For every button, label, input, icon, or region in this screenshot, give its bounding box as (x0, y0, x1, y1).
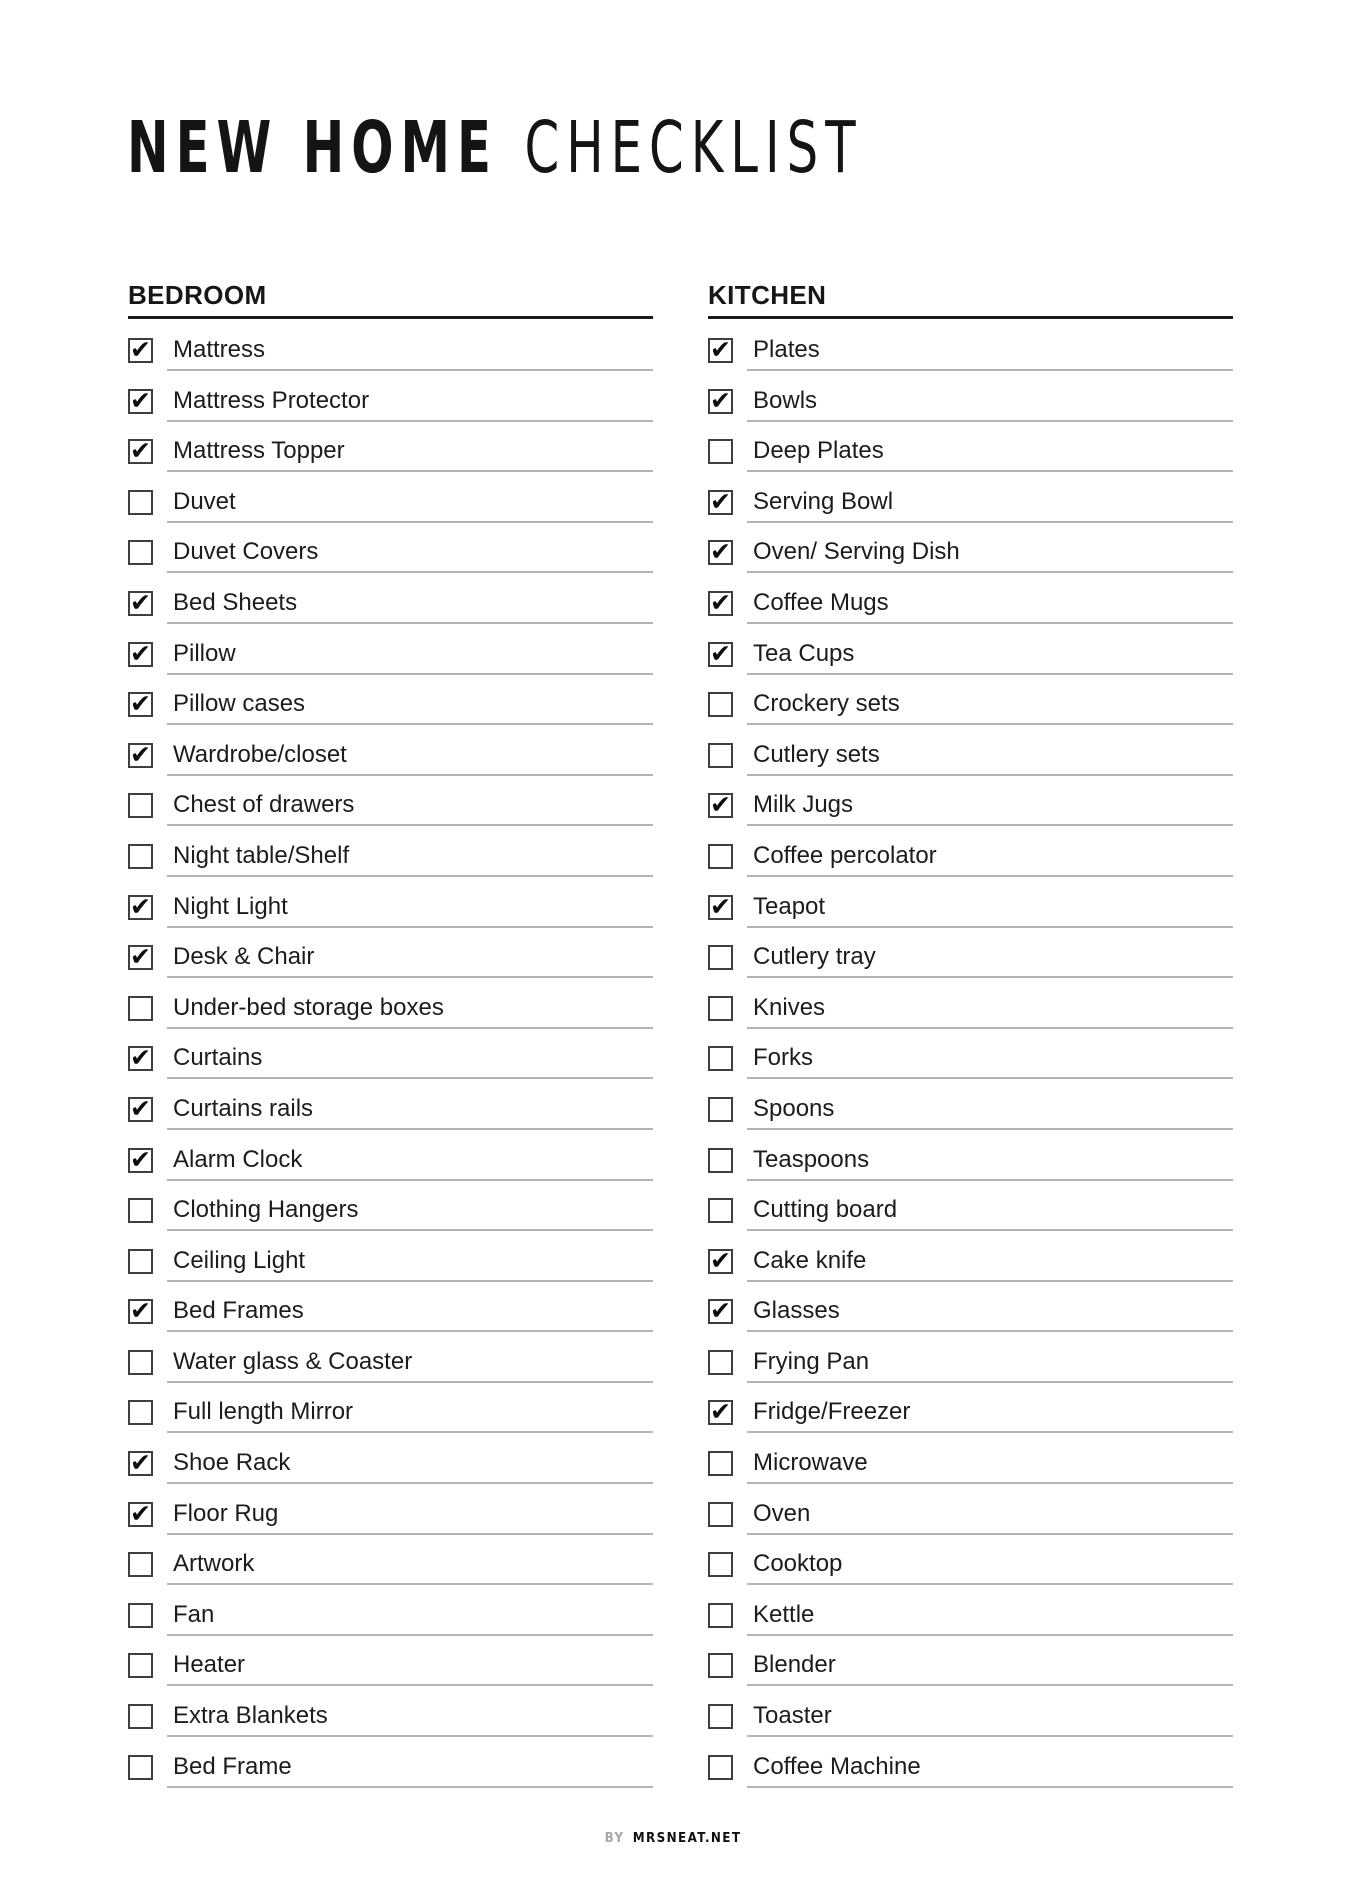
checkbox[interactable] (708, 1046, 733, 1071)
section-kitchen (708, 280, 1233, 1805)
row-underline (167, 926, 653, 928)
checkbox[interactable] (708, 692, 733, 717)
row-underline (167, 369, 653, 371)
checklist-row (128, 993, 653, 1047)
checklist-row (128, 891, 653, 946)
checkbox[interactable] (708, 1552, 733, 1577)
checklist-row (708, 1145, 1233, 1199)
checkmark-icon: ✔ (710, 385, 731, 415)
row-underline (747, 369, 1233, 371)
row-underline (747, 1381, 1233, 1383)
checklist-row (128, 1653, 653, 1704)
checkbox[interactable] (128, 1043, 153, 1073)
item-label: Bed Sheets (173, 588, 298, 616)
title-bold: NEW HOME (127, 106, 498, 189)
row-underline (167, 673, 653, 675)
checklist-row (128, 1347, 653, 1401)
checkbox[interactable] (128, 335, 153, 364)
checkbox[interactable] (128, 1704, 153, 1729)
checklist-row (708, 1600, 1233, 1654)
item-label: Full length Mirror (173, 1398, 354, 1426)
checkbox[interactable] (128, 996, 153, 1021)
item-label: Heater (173, 1651, 246, 1679)
checklist-row (708, 486, 1233, 541)
item-label: Cutlery sets (753, 740, 880, 768)
row-underline (747, 1634, 1233, 1636)
checkmark-icon: ✔ (710, 587, 731, 617)
row-underline (167, 1786, 653, 1788)
checklist-row (128, 487, 653, 541)
checklist-row (128, 436, 653, 490)
checkbox[interactable] (128, 638, 153, 668)
checkbox[interactable] (128, 1144, 153, 1174)
checkbox[interactable] (708, 1198, 733, 1223)
title-light: CHECKLIST (524, 106, 863, 189)
checkbox[interactable] (708, 1097, 733, 1122)
checkmark-icon: ✔ (710, 537, 731, 567)
checkbox[interactable] (708, 1148, 733, 1173)
item-label: Shoe Rack (173, 1449, 291, 1477)
item-label: Teaspoons (753, 1145, 870, 1173)
item-label: Fan (173, 1600, 215, 1628)
row-underline (167, 1330, 653, 1332)
checklist-row (708, 335, 1233, 389)
checklist-row (128, 1400, 653, 1451)
checklist-row (708, 945, 1233, 996)
checkbox[interactable] (128, 1498, 153, 1528)
row-underline (167, 875, 653, 877)
checkbox[interactable] (708, 844, 733, 869)
item-label: Plates (753, 336, 820, 363)
checkbox[interactable] (708, 743, 733, 768)
checkbox[interactable] (708, 945, 733, 970)
item-label: Coffee percolator (753, 841, 937, 869)
checkbox[interactable] (708, 1704, 733, 1729)
row-underline (167, 774, 653, 776)
item-label: Curtains rails (173, 1094, 314, 1122)
item-label: Toaster (753, 1702, 832, 1730)
checklist-row (128, 1704, 653, 1755)
item-label: Clothing Hangers (173, 1196, 359, 1224)
item-label: Kettle (753, 1600, 815, 1628)
checkbox[interactable] (128, 1603, 153, 1628)
checklist-row (708, 841, 1233, 895)
row-underline (747, 622, 1233, 624)
checkmark-icon: ✔ (130, 1448, 151, 1478)
checkmark-icon: ✔ (130, 436, 151, 466)
checklist-row (708, 740, 1233, 794)
checklist-row (708, 1347, 1233, 1401)
item-label: Oven (753, 1499, 811, 1527)
checklist-row (128, 587, 653, 642)
row-underline (167, 571, 653, 573)
row-underline (167, 521, 653, 523)
checkmark-icon: ✔ (710, 335, 731, 364)
row-underline (167, 1684, 653, 1686)
row-underline (167, 824, 653, 826)
row-underline (747, 976, 1233, 978)
checkmark-icon: ✔ (710, 1245, 731, 1275)
item-label: Cake knife (753, 1246, 867, 1274)
checklist-row (708, 1094, 1233, 1148)
row-underline (167, 1634, 653, 1636)
checklist-row (708, 587, 1233, 642)
row-underline (747, 1583, 1233, 1585)
checkmark-icon: ✔ (130, 587, 151, 617)
checklist-row (128, 1600, 653, 1654)
checklist-row (128, 1752, 653, 1806)
checklist-row (128, 689, 653, 743)
row-underline (747, 824, 1233, 826)
checkbox[interactable] (128, 436, 153, 466)
item-label: Chest of drawers (173, 791, 355, 819)
page-title (127, 106, 863, 189)
checkbox[interactable] (708, 1653, 733, 1678)
row-underline (747, 420, 1233, 422)
checkbox[interactable] (128, 1400, 153, 1425)
item-label: Microwave (753, 1449, 868, 1477)
checkmark-icon: ✔ (130, 942, 151, 972)
checkbox[interactable] (128, 844, 153, 869)
item-label: Artwork (173, 1550, 255, 1578)
item-label: Cutlery tray (753, 943, 876, 971)
checklist-row (128, 793, 653, 844)
checkbox[interactable] (128, 1755, 153, 1780)
item-label: Fridge/Freezer (753, 1398, 911, 1426)
item-label: Coffee Machine (753, 1752, 921, 1780)
row-underline (167, 1533, 653, 1535)
checkmark-icon: ✔ (710, 891, 731, 921)
checkbox[interactable] (128, 587, 153, 617)
row-underline (747, 470, 1233, 472)
checklist-row (128, 1246, 653, 1300)
checklist-row (708, 1499, 1233, 1553)
checkmark-icon: ✔ (710, 1397, 731, 1427)
item-label: Mattress Protector (173, 386, 370, 414)
item-label: Floor Rug (173, 1499, 279, 1527)
item-label: Under-bed storage boxes (173, 993, 444, 1021)
item-label: Teapot (753, 892, 826, 920)
checklist-row (708, 385, 1233, 440)
row-underline (167, 1431, 653, 1433)
footer-by-label: BY (604, 1831, 625, 1846)
checklist-row (708, 439, 1233, 490)
row-underline (167, 1128, 653, 1130)
checklist-row (128, 1093, 653, 1148)
item-label: Duvet (173, 487, 236, 515)
checkbox[interactable] (708, 1397, 733, 1427)
row-underline (747, 1027, 1233, 1029)
section-header-bedroom: BEDROOM (128, 280, 267, 310)
row-underline (747, 875, 1233, 877)
item-label: Mattress Topper (173, 437, 345, 465)
item-label: Bed Frames (173, 1297, 304, 1325)
checkmark-icon: ✔ (130, 638, 151, 668)
row-underline (167, 1027, 653, 1029)
checklist-row (708, 1198, 1233, 1249)
row-underline (747, 1128, 1233, 1130)
checklist-row (708, 1245, 1233, 1300)
item-label: Water glass & Coaster (173, 1347, 413, 1375)
checklist-row (708, 1296, 1233, 1350)
row-underline (747, 1280, 1233, 1282)
checklist-row (128, 1498, 653, 1553)
row-underline (747, 521, 1233, 523)
checkbox[interactable] (708, 335, 733, 364)
item-label: Knives (753, 993, 826, 1021)
checkmark-icon: ✔ (710, 790, 731, 820)
row-underline (747, 774, 1233, 776)
checkbox[interactable] (128, 1552, 153, 1577)
row-underline (747, 1229, 1233, 1231)
row-underline (167, 1583, 653, 1585)
row-underline (167, 723, 653, 725)
checkbox[interactable] (128, 1350, 153, 1375)
checkbox[interactable] (708, 1755, 733, 1780)
checkbox[interactable] (128, 942, 153, 972)
checkmark-icon: ✔ (130, 739, 151, 769)
row-underline (167, 622, 653, 624)
checkbox[interactable] (708, 537, 733, 567)
item-label: Pillow (173, 639, 236, 667)
checkbox[interactable] (708, 996, 733, 1021)
item-label: Tea Cups (753, 639, 855, 667)
item-label: Frying Pan (753, 1347, 870, 1375)
row-underline (167, 1482, 653, 1484)
row-underline (747, 673, 1233, 675)
checkmark-icon: ✔ (710, 638, 731, 668)
checklist-row (128, 385, 653, 440)
checklist-row (128, 335, 653, 389)
checklist-row (128, 1552, 653, 1603)
checkmark-icon: ✔ (130, 1043, 151, 1073)
footer-brand: MRSNEAT.NET (632, 1831, 742, 1846)
checkmark-icon: ✔ (130, 1296, 151, 1326)
checkmark-icon: ✔ (130, 385, 151, 415)
row-underline (747, 1735, 1233, 1737)
checkbox[interactable] (128, 1448, 153, 1478)
checkbox[interactable] (708, 891, 733, 921)
checkbox[interactable] (128, 490, 153, 515)
checkbox[interactable] (128, 1653, 153, 1678)
row-underline (747, 1786, 1233, 1788)
checkbox[interactable] (708, 1451, 733, 1476)
item-label: Milk Jugs (753, 791, 854, 819)
checklist-row (128, 942, 653, 996)
row-underline (747, 723, 1233, 725)
checkbox[interactable] (708, 385, 733, 415)
checklist-row (708, 1704, 1233, 1755)
checkbox[interactable] (128, 793, 153, 818)
item-label: Crockery sets (753, 690, 900, 718)
checkbox[interactable] (708, 790, 733, 820)
checkmark-icon: ✔ (130, 1144, 151, 1174)
checklist-row (708, 1653, 1233, 1704)
checklist-row (708, 1451, 1233, 1502)
checkbox[interactable] (128, 1093, 153, 1123)
checkmark-icon: ✔ (130, 891, 151, 921)
row-underline (167, 470, 653, 472)
row-underline (167, 1280, 653, 1282)
checkmark-icon: ✔ (130, 1093, 151, 1123)
checkbox[interactable] (708, 1296, 733, 1326)
item-label: Alarm Clock (173, 1145, 303, 1173)
checkmark-icon: ✔ (710, 486, 731, 516)
item-label: Mattress (173, 336, 266, 363)
row-underline (167, 1229, 653, 1231)
item-label: Glasses (753, 1297, 840, 1325)
row-underline (167, 420, 653, 422)
checkbox[interactable] (708, 638, 733, 668)
row-underline (747, 1431, 1233, 1433)
checkmark-icon: ✔ (130, 1498, 151, 1528)
item-label: Curtains (173, 1044, 263, 1072)
checklist-row (128, 638, 653, 693)
checklist-row (708, 692, 1233, 743)
row-underline (747, 1684, 1233, 1686)
row-underline (747, 571, 1233, 573)
checklist-row (128, 1144, 653, 1199)
checkbox[interactable] (708, 439, 733, 464)
checklist-kitchen (708, 319, 1233, 1805)
checkbox[interactable] (128, 1249, 153, 1274)
row-underline (747, 926, 1233, 928)
item-label: Wardrobe/closet (173, 740, 347, 768)
item-label: Pillow cases (173, 690, 306, 718)
row-underline (167, 1077, 653, 1079)
checklist-row (128, 1296, 653, 1350)
checkbox[interactable] (128, 891, 153, 921)
checkbox[interactable] (708, 587, 733, 617)
checklist-bedroom (128, 319, 653, 1805)
row-underline (167, 1381, 653, 1383)
row-underline (167, 976, 653, 978)
section-header-kitchen: KITCHEN (708, 280, 827, 310)
checkbox[interactable] (708, 1245, 733, 1275)
checkbox[interactable] (708, 1603, 733, 1628)
checklist-row (708, 638, 1233, 693)
row-underline (747, 1330, 1233, 1332)
checkmark-icon: ✔ (710, 1296, 731, 1326)
item-label: Bed Frame (173, 1752, 292, 1780)
checklist-row (708, 1397, 1233, 1451)
row-underline (747, 1179, 1233, 1181)
item-label: Desk & Chair (173, 943, 315, 971)
checklist-row (128, 739, 653, 794)
item-label: Coffee Mugs (753, 588, 889, 616)
checkmark-icon: ✔ (130, 689, 151, 719)
checklist-row (128, 540, 653, 591)
item-label: Oven/ Serving Dish (753, 538, 960, 566)
item-label: Forks (753, 1044, 813, 1072)
item-label: Spoons (753, 1094, 835, 1122)
row-underline (167, 1735, 653, 1737)
checklist-row (708, 1552, 1233, 1603)
checkbox[interactable] (128, 385, 153, 415)
row-underline (747, 1533, 1233, 1535)
footer (54, 1831, 1292, 1846)
item-label: Cutting board (753, 1196, 898, 1224)
checklist-row (128, 841, 653, 895)
checkbox[interactable] (128, 739, 153, 769)
checklist-row (708, 891, 1233, 946)
checkbox[interactable] (128, 689, 153, 719)
section-bedroom (128, 280, 653, 1805)
row-underline (747, 1077, 1233, 1079)
item-label: Ceiling Light (173, 1246, 306, 1274)
item-label: Serving Bowl (753, 487, 894, 515)
item-label: Deep Plates (753, 437, 884, 465)
row-underline (747, 1482, 1233, 1484)
checklist-row (128, 1448, 653, 1502)
checklist-row (128, 1198, 653, 1249)
row-underline (167, 1179, 653, 1181)
checkbox[interactable] (708, 486, 733, 516)
item-label: Cooktop (753, 1550, 843, 1578)
checkbox[interactable] (708, 1502, 733, 1527)
checklist-row (708, 1752, 1233, 1806)
checklist-row (708, 1046, 1233, 1097)
item-label: Bowls (753, 386, 818, 414)
checkbox[interactable] (708, 1350, 733, 1375)
item-label: Extra Blankets (173, 1702, 328, 1730)
item-label: Night Light (173, 892, 288, 920)
item-label: Duvet Covers (173, 538, 319, 566)
checklist-row (708, 993, 1233, 1047)
checklist-row (128, 1043, 653, 1097)
checkmark-icon: ✔ (130, 335, 151, 364)
checkbox[interactable] (128, 1198, 153, 1223)
checkbox[interactable] (128, 1296, 153, 1326)
checkbox[interactable] (128, 540, 153, 565)
item-label: Blender (753, 1651, 836, 1679)
item-label: Night table/Shelf (173, 841, 350, 869)
checklist-row (708, 537, 1233, 591)
checklist-row (708, 790, 1233, 844)
